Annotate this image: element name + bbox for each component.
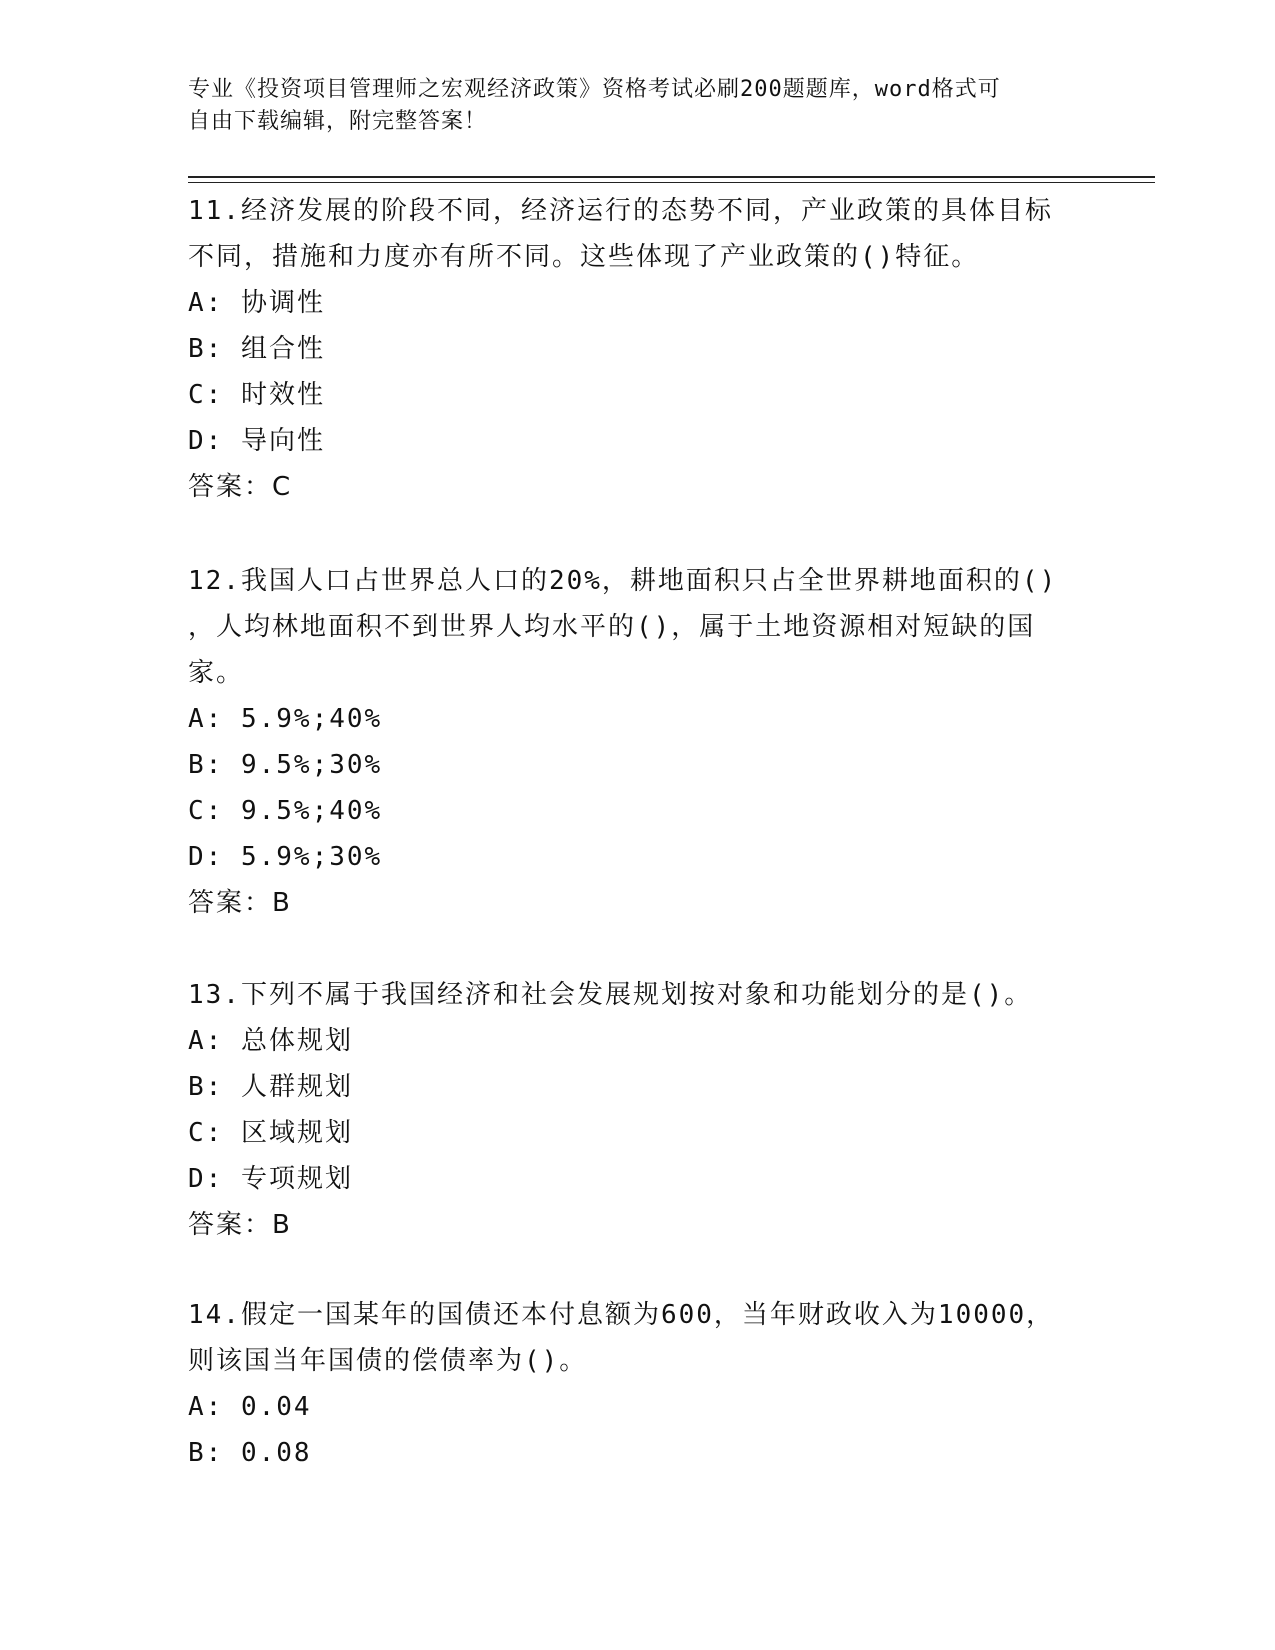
header-divider-thin: [188, 182, 1155, 183]
question-14: [188, 1292, 1088, 1476]
option-a: A: 协调性: [188, 288, 325, 318]
option-b: B: 组合性: [188, 334, 325, 364]
option-d: D: 导向性: [188, 426, 325, 456]
option-c: C: 时效性: [188, 380, 325, 410]
question-text-line: 11.经济发展的阶段不同，经济运行的态势不同，产业政策的具体目标: [188, 196, 1053, 226]
header-divider-thick: [188, 176, 1155, 178]
option-b: B: 人群规划: [188, 1072, 353, 1102]
answer-line: 答案：C: [188, 472, 293, 502]
question-12: [188, 558, 1088, 926]
question-11: [188, 188, 1088, 510]
answer-line: 答案：B: [188, 1210, 292, 1240]
option-c: C: 9.5%;40%: [188, 796, 383, 826]
question-text-line: 14.假定一国某年的国债还本付息额为600，当年财政收入为10000，: [188, 1300, 1055, 1330]
option-b: B: 0.08: [188, 1438, 312, 1468]
answer-line: 答案：B: [188, 888, 292, 918]
question-text-line: 则该国当年国债的偿债率为()。: [188, 1346, 588, 1376]
option-d: D: 专项规划: [188, 1164, 353, 1194]
option-d: D: 5.9%;30%: [188, 842, 383, 872]
header-title-line-1: 专业《投资项目管理师之宏观经济政策》资格考试必刷200题题库，word格式可: [188, 77, 1001, 102]
question-text-line: 13.下列不属于我国经济和社会发展规划按对象和功能划分的是()。: [188, 980, 1033, 1010]
question-text-line: 家。: [188, 658, 245, 688]
question-text-line: 不同，措施和力度亦有所不同。这些体现了产业政策的()特征。: [188, 242, 980, 272]
option-a: A: 总体规划: [188, 1026, 353, 1056]
header-title-line-2: 自由下载编辑，附完整答案！: [188, 109, 488, 134]
question-text-line: 12.我国人口占世界总人口的20%，耕地面积只占全世界耕地面积的(): [188, 566, 1058, 596]
option-a: A: 0.04: [188, 1392, 312, 1422]
option-c: C: 区域规划: [188, 1118, 353, 1148]
option-b: B: 9.5%;30%: [188, 750, 383, 780]
option-a: A: 5.9%;40%: [188, 704, 383, 734]
question-text-line: ，人均林地面积不到世界人均水平的()，属于土地资源相对短缺的国: [188, 612, 1036, 642]
document-header: [188, 74, 1068, 138]
question-13: [188, 972, 1088, 1248]
